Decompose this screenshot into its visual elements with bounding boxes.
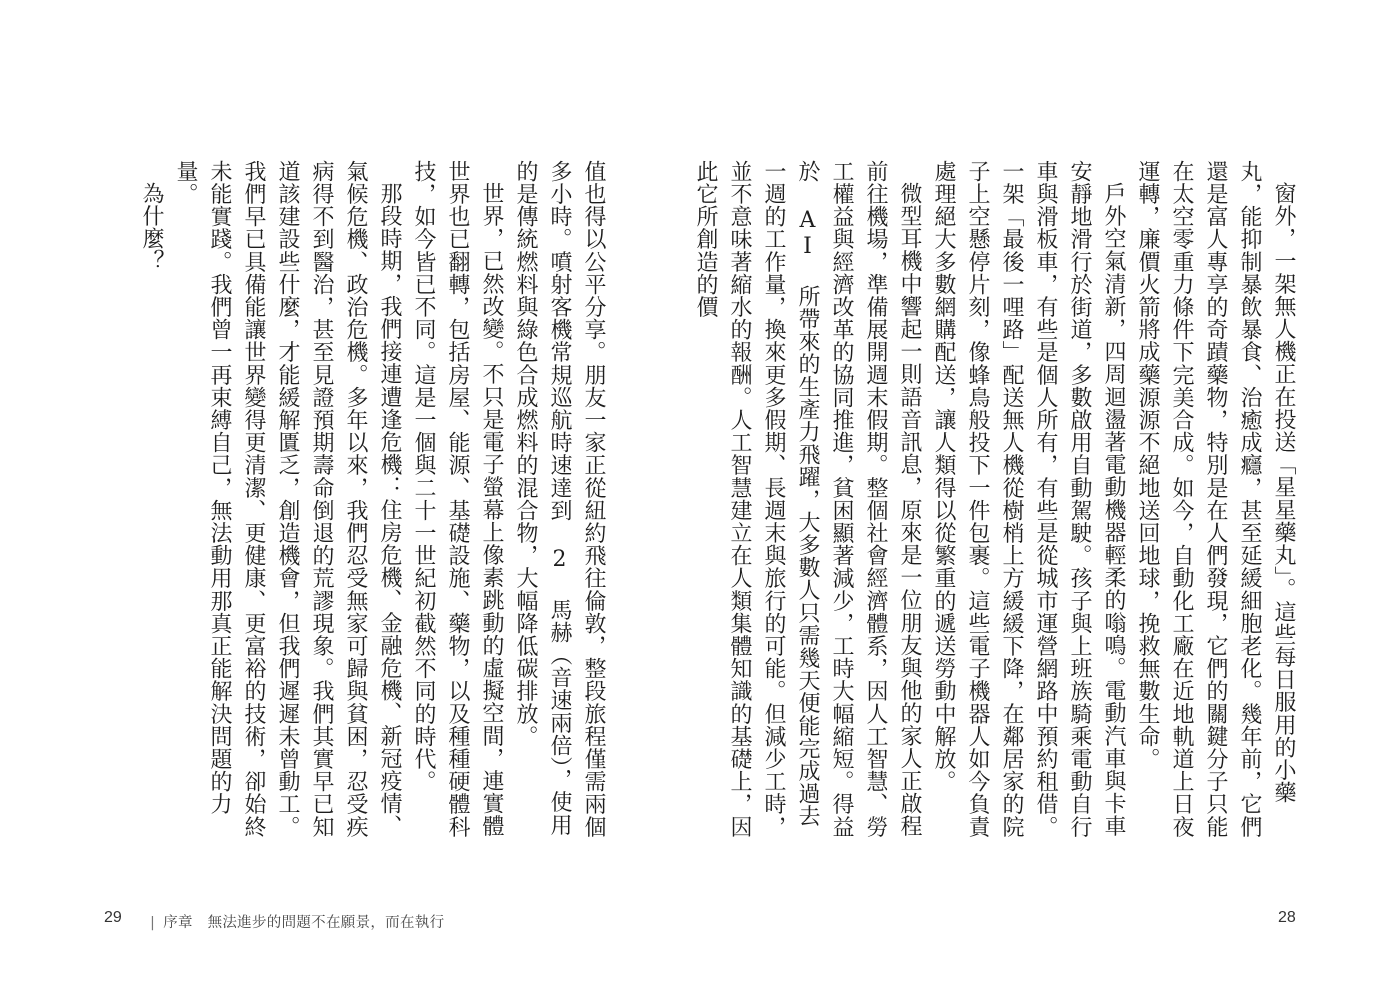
paragraph-why: 為什麼？ — [139, 182, 164, 273]
paragraph-continuation: 值也得以公平分享。朋友一家正從紐約飛往倫敦，整段旅程僅需兩個多小時。噴射客機常規巡航時速達到 2 馬赫（音速兩倍），使用的是傳統燃料與綠色合成燃料的混合物，大幅降低碳排放。 — [513, 160, 606, 838]
paragraph-outdoor-air: 戶外空氣清新，四周迴盪著電動機器輕柔的嗡鳴。電動汽車與卡車安靜地滑行於街道，多數啟用自動駕駛。孩子與上班族騎乘電動自行車與滑板車，有些是個人所有，有些是從城市運營網路中預約租借。一架「最後一哩路」配送無人機從樹梢上方緩緩下降，在鄰居家的院子上空懸停片刻，像蜂鳥般投下一件包裹。這些電子機器人如今負責處理絕大多數網購配送，讓人類得以從繁重的遞送勞動中解放。 — [931, 160, 1126, 838]
left-page-body — [110, 160, 610, 840]
paragraph-world-changed: 世界，已然改變。不只是電子螢幕上像素跳動的虛擬空間，連實體世界也已翻轉，包括房屋、能源、基礎設施、藥物，以及種種硬體科技，如今皆已不同。這是一個與二十一世紀初截然不同的時代。 — [411, 160, 504, 838]
running-head — [150, 911, 444, 932]
right-page-body — [693, 160, 1300, 840]
paragraph-crises: 那段時期，我們接連遭逢危機：住房危機、金融危機、新冠疫情、氣候危機、政治危機。多年以來，我們忍受無家可歸與貧困，忍受疾病得不到醫治，甚至見證預期壽命倒退的荒謬現象。我們其實早已知道該建設些什麼，才能緩解匱乏，創造機會，但我們遲遲未曾動工。我們早已具備能讓世界變得更清潔、更健康、更富裕的技術，卻始終未能實踐。我們曾一再束縛自己，無法動用那真正能解決問題的力量。 — [173, 160, 402, 838]
running-head-text: 序章 無法進步的問題不在願景，而在執行 — [163, 915, 445, 931]
paragraph-earbud-message: 微型耳機中響起一則語音訊息，原來是一位朋友與他的家人正啟程前往機場，準備展開週末假期。整個社會經濟體系，因人工智慧、勞工權益與經濟改革的協同推進，貧困顯著減少，工時大幅縮短。得益於 AI 所帶來的生產力飛躍，大多數人只需幾天便能完成過去一週的工作量，換來更多假期、長週末與旅行的可能。但減少工時，並不意味著縮水的報酬。人工智慧建立在人類集體知識的基礎上，因此它所創造的價 — [693, 160, 922, 838]
page-number-left: 29 — [104, 909, 122, 926]
paragraph-drone-pills: 窗外，一架無人機正在投送「星星藥丸」。這些每日服用的小藥丸，能抑制暴飲暴食、治癒成癮，甚至延緩細胞老化。幾年前，它們還是富人專享的奇蹟藥物，特別是在人們發現，它們的關鍵分子只能在太空零重力條件下完美合成。如今，自動化工廠在近地軌道上日夜運轉，廉價火箭將成藥源源不絕地送回地球，挽救無數生命。 — [1135, 160, 1296, 838]
page-number-right: 28 — [1278, 909, 1296, 926]
running-head-separator: | — [150, 915, 156, 931]
